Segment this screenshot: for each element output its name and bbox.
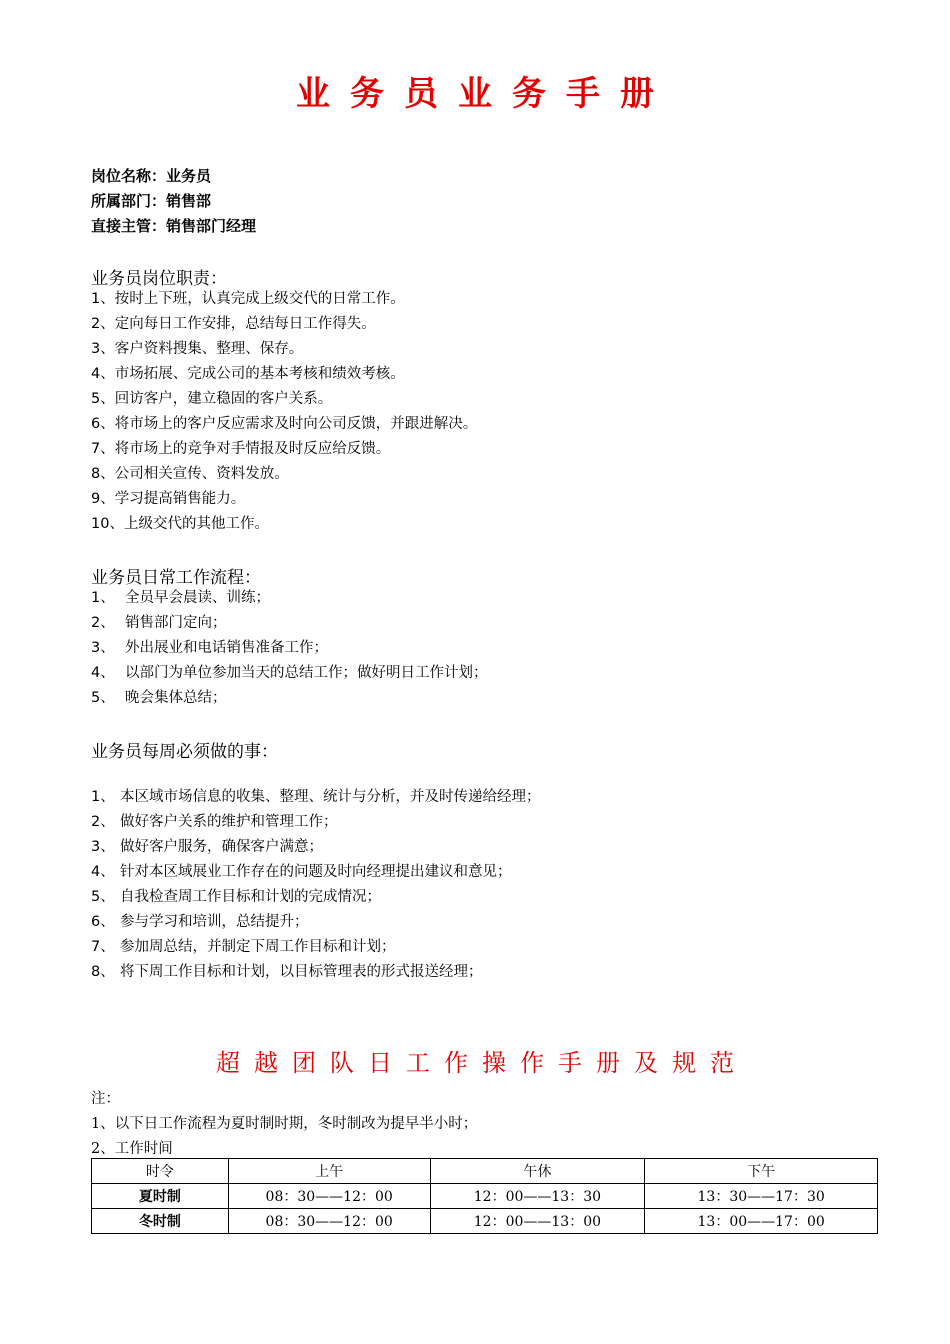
table-row xyxy=(92,1184,878,1209)
duty-item-text: 上级交代的其他工作。 xyxy=(123,516,269,532)
weekly-task-item xyxy=(91,885,541,910)
daily-flow-item-text: 销售部门定向； xyxy=(125,615,227,631)
weekly-task-item xyxy=(91,810,541,835)
weekly-task-item xyxy=(91,835,541,860)
duty-item-number: 2、 xyxy=(91,316,115,332)
weekly-task-item-text: 做好客户关系的维护和管理工作； xyxy=(120,814,338,830)
note-line: 注： xyxy=(91,1091,120,1107)
table-header-cell: 时令 xyxy=(92,1159,229,1184)
duty-item-number: 3、 xyxy=(91,341,115,357)
duty-item xyxy=(91,287,477,312)
job-position: 岗位名称：业务员 xyxy=(91,167,212,185)
weekly-task-item-number: 8、 xyxy=(91,964,115,980)
work-hours-table xyxy=(91,1158,878,1234)
duty-item xyxy=(91,487,477,512)
daily-flow-item-number: 5、 xyxy=(91,690,115,706)
notes xyxy=(91,1087,477,1162)
duty-item xyxy=(91,312,477,337)
duty-item xyxy=(91,387,477,412)
daily-flow-item-number: 1、 xyxy=(91,590,115,606)
table-cell: 08：30——12：00 xyxy=(228,1209,430,1234)
daily-flow-item-number: 3、 xyxy=(91,640,115,656)
duty-item-number: 8、 xyxy=(91,466,115,482)
duty-item-number: 6、 xyxy=(91,416,115,432)
table-row-label: 夏时制 xyxy=(92,1184,229,1209)
weekly-task-item-number: 2、 xyxy=(91,814,115,830)
weekly-task-item-text: 参加周总结，并制定下周工作目标和计划； xyxy=(120,939,396,955)
daily-flow-item-number: 2、 xyxy=(91,615,115,631)
duty-item xyxy=(91,362,477,387)
note-line: 1、以下日工作流程为夏时制时期，冬时制改为提早半小时； xyxy=(91,1116,478,1132)
weekly-task-item-text: 本区域市场信息的收集、整理、统计与分析，并及时传递给经理； xyxy=(120,789,541,805)
weekly-task-item xyxy=(91,785,541,810)
note-line: 2、工作时间 xyxy=(91,1141,173,1157)
duty-item xyxy=(91,337,477,362)
daily-flow-item-text: 以部门为单位参加当天的总结工作；做好明日工作计划； xyxy=(125,665,488,681)
weekly-task-item xyxy=(91,960,541,985)
daily-flow-list xyxy=(91,586,488,711)
weekly-task-item xyxy=(91,935,541,960)
duty-item xyxy=(91,412,477,437)
table-header-cell: 午休 xyxy=(430,1159,645,1184)
table-header-row xyxy=(92,1159,878,1184)
weekly-task-item-number: 4、 xyxy=(91,864,115,880)
weekly-task-item-number: 7、 xyxy=(91,939,115,955)
weekly-task-item-text: 自我检查周工作目标和计划的完成情况； xyxy=(120,889,381,905)
weekly-task-item-text: 将下周工作目标和计划，以目标管理表的形式报送经理； xyxy=(120,964,483,980)
weekly-task-item xyxy=(91,910,541,935)
weekly-task-item-number: 3、 xyxy=(91,839,115,855)
daily-flow-item xyxy=(91,636,488,661)
daily-flow-item xyxy=(91,586,488,611)
duty-item-text: 按时上下班，认真完成上级交代的日常工作。 xyxy=(114,291,405,307)
duty-item-number: 4、 xyxy=(91,366,115,382)
table-cell: 13：00——17：00 xyxy=(645,1209,878,1234)
team-manual-title: 超越团队日工作操作手册及规范 xyxy=(216,1049,748,1077)
duty-item-text: 将市场上的客户反应需求及时向公司反馈，并跟进解决。 xyxy=(114,416,478,432)
daily-flow-heading: 业务员日常工作流程： xyxy=(91,568,261,588)
duty-item-text: 回访客户，建立稳固的客户关系。 xyxy=(114,391,333,407)
weekly-task-item-text: 针对本区域展业工作存在的问题及时向经理提出建议和意见； xyxy=(120,864,512,880)
weekly-task-item-text: 做好客户服务，确保客户满意； xyxy=(120,839,323,855)
duty-item-text: 将市场上的竞争对手情报及时反应给反馈。 xyxy=(114,441,391,457)
duties-list xyxy=(91,287,477,537)
duty-item-text: 学习提高销售能力。 xyxy=(114,491,246,507)
duty-item-number: 10、 xyxy=(91,516,124,532)
weekly-task-item-number: 1、 xyxy=(91,789,115,805)
table-row xyxy=(92,1209,878,1234)
weekly-task-item xyxy=(91,860,541,885)
duties-heading: 业务员岗位职责： xyxy=(91,269,227,289)
table-row-label: 冬时制 xyxy=(92,1209,229,1234)
weekly-list xyxy=(91,785,541,985)
duty-item xyxy=(91,512,477,537)
job-supervisor: 直接主管：销售部门经理 xyxy=(91,217,257,235)
weekly-task-item-number: 5、 xyxy=(91,889,115,905)
duty-item-text: 市场拓展、完成公司的基本考核和绩效考核。 xyxy=(114,366,405,382)
table-cell: 08：30——12：00 xyxy=(228,1184,430,1209)
job-department: 所属部门：销售部 xyxy=(91,192,212,210)
daily-flow-item-number: 4、 xyxy=(91,665,115,681)
weekly-task-item-text: 参与学习和培训，总结提升； xyxy=(120,914,309,930)
table-header-cell: 下午 xyxy=(645,1159,878,1184)
table-cell: 12：00——13：00 xyxy=(430,1209,645,1234)
duty-item xyxy=(91,437,477,462)
weekly-task-item-number: 6、 xyxy=(91,914,115,930)
document-title: 业务员业务手册 xyxy=(296,74,674,114)
table-cell: 12：00——13：30 xyxy=(430,1184,645,1209)
duty-item-number: 7、 xyxy=(91,441,115,457)
daily-flow-item xyxy=(91,661,488,686)
job-info xyxy=(91,164,256,239)
daily-flow-item xyxy=(91,611,488,636)
duty-item-number: 1、 xyxy=(91,291,115,307)
daily-flow-item-text: 全员早会晨读、训练； xyxy=(125,590,270,606)
duty-item-text: 公司相关宣传、资料发放。 xyxy=(114,466,289,482)
duty-item-number: 9、 xyxy=(91,491,115,507)
duty-item-number: 5、 xyxy=(91,391,115,407)
daily-flow-item-text: 晚会集体总结； xyxy=(125,690,227,706)
duty-item xyxy=(91,462,477,487)
table-cell: 13：30——17：30 xyxy=(645,1184,878,1209)
weekly-heading: 业务员每周必须做的事： xyxy=(91,742,278,762)
daily-flow-item xyxy=(91,686,488,711)
table-header-cell: 上午 xyxy=(228,1159,430,1184)
duty-item-text: 客户资料搜集、整理、保存。 xyxy=(114,341,304,357)
daily-flow-item-text: 外出展业和电话销售准备工作； xyxy=(125,640,328,656)
duty-item-text: 定向每日工作安排，总结每日工作得失。 xyxy=(114,316,376,332)
